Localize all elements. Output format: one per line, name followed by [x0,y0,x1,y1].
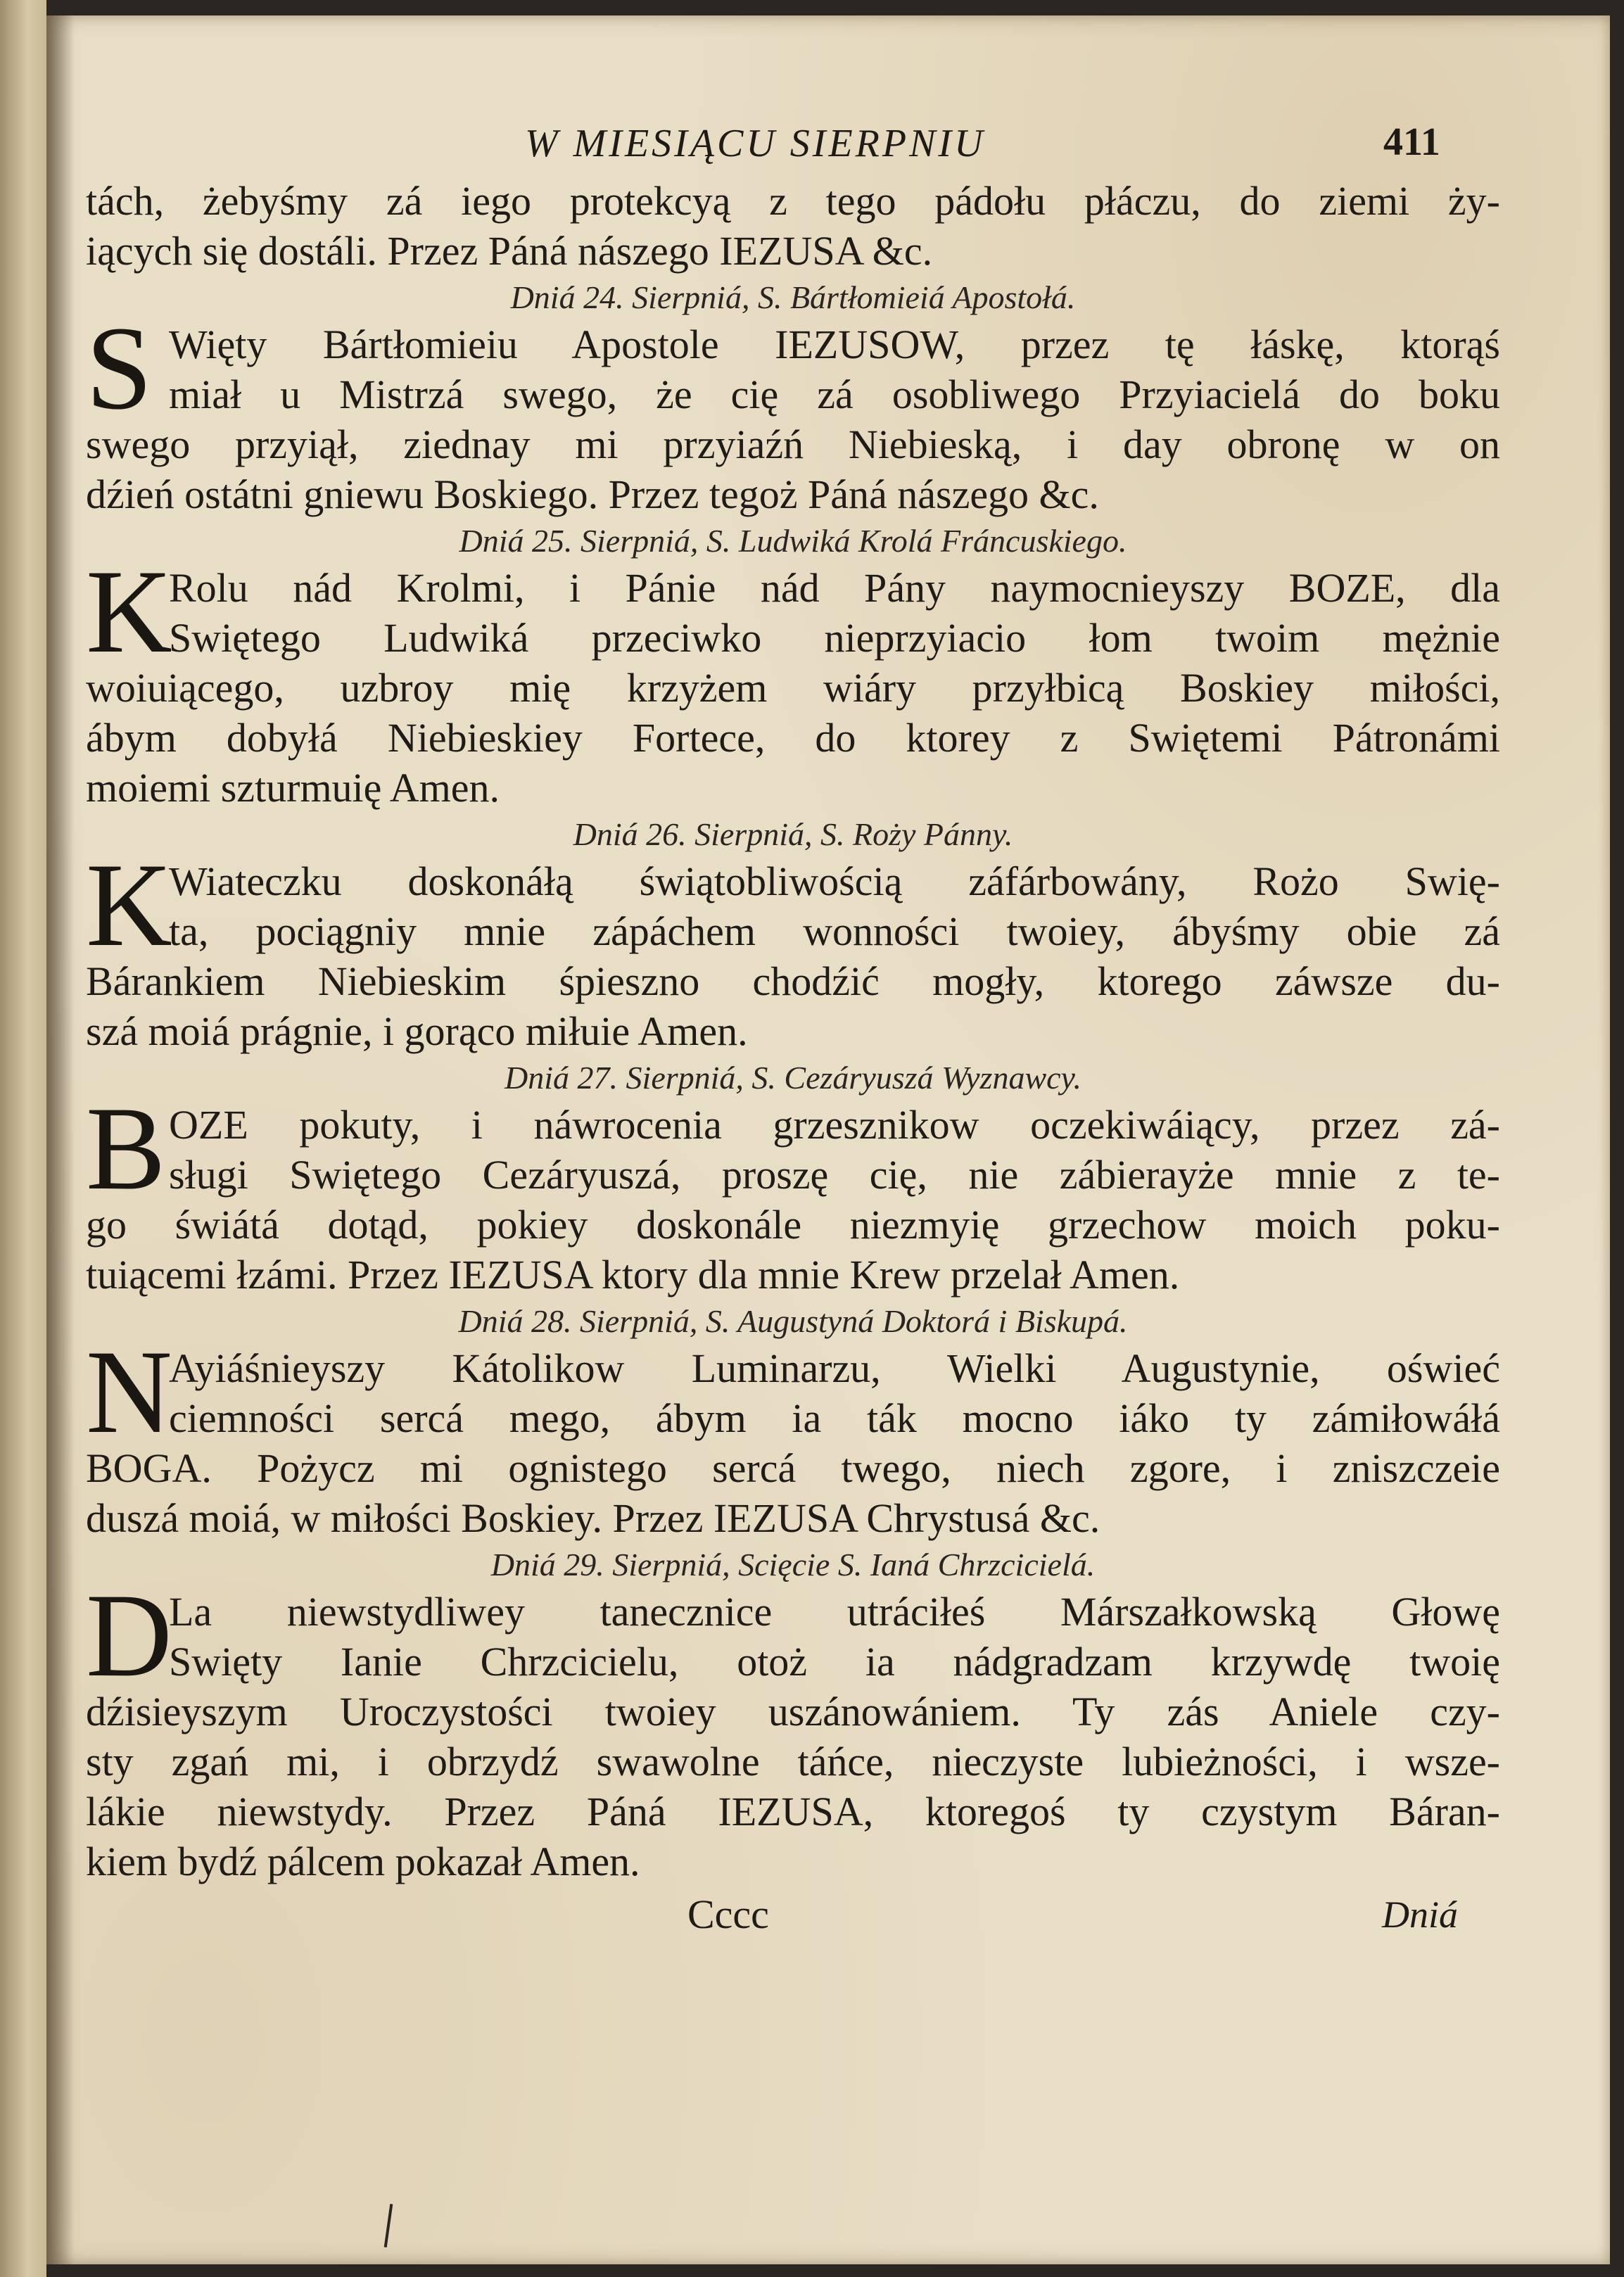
text-line: Bárankiem Niebieskim śpiesznо chodźić mogły, ktorego záwsze du- [86,958,1500,1004]
text-line: duszá moiá, w miłości Boskiey. Przez IEZUSA Chrystusá &c. [86,1495,1100,1541]
text-line: swego przyiął, ziednay mi przyiaźń Niebieską, i day obronę w on [86,421,1500,467]
page-gutter-shadow [46,15,75,2264]
text-line: BOGA. Pożycz mi ognistego sercá twego, niech zgore, i zniszczeie [86,1445,1500,1491]
section-heading: Dniá 25. Sierpniá, S. Ludwiká Krolá Fráncuskiego. [459,523,1127,559]
text-line: tuiącemi łzámi. Przez IEZUSA ktory dla mnie Krew przelał Amen. [86,1252,1180,1298]
drop-initial: K [86,839,172,971]
prayer-paragraph [86,1326,1500,1543]
text-line: OZE pokuty, i náwrocenia grzesznikow oczekiwáiący, przez zá- [169,1102,1500,1148]
page-footer [86,1886,1500,1943]
text-line: kiem bydź pálcem pokazał Amen. [86,1839,640,1884]
text-line: miał u Mistrzá swego, że cię zá osobliwego Przyiacielá do boku [169,372,1500,417]
text-line: sługi Swiętego Cezáryuszá, proszę cię, nie zábierayże mnie z te- [169,1152,1500,1198]
text-line: ábym dobyłá Niebieskiey Fortece, do ktorey z Swiętemi Pátronámi [86,715,1500,761]
facing-page-edge [0,0,46,2277]
drop-initial: N [86,1326,172,1458]
text-line: lákie niewstydy. Przez Páná IEZUSA, ktoregoś ty czystym Báran- [86,1789,1500,1834]
text-line: ta, pociągniy mnie zápáchem wonności twoiey, ábyśmy obie zá [169,908,1500,954]
drop-initial: K [86,545,172,678]
drop-initial: D [86,1569,172,1701]
text-line: Wiateczku doskonáłą świątobliwością záfárbowány, Rożo Swię- [169,858,1500,904]
text-line: tách, żebyśmy zá iego protekcyą z tego pádołu płáczu, do ziemi ży- [86,178,1500,224]
prayer-paragraph [86,1569,1500,1886]
text-line: szá moiá prágnie, i gorąco miłuie Amen. [86,1008,748,1054]
section-heading: Dniá 29. Sierpniá, Scięcie S. Ianá Chrzcicielá. [490,1547,1096,1583]
section-heading: Dniá 28. Sierpniá, S. Augustyná Doktorá i Biskupá. [458,1303,1128,1339]
text-line: Ayiáśnieyszy Kátolikow Luminarzu, Wielki Augustynie, oświeć [169,1345,1500,1391]
text-line: Rolu nád Krolmi, i Pánie nád Pány naymocnieyszy BOZE, dla [169,565,1500,611]
text-line: woiuiącego, uzbroy mię krzyżem wiáry przyłbicą Boskiey miłości, [86,665,1500,711]
text-line: iących się dostáli. Przez Páná nászego IEZUSA &c. [86,228,933,274]
signature-mark: Cccc [687,1891,769,1937]
text-line: Swiętego Ludwiká przeciwko nieprzyiacio łom twoim mężnie [169,615,1500,661]
text-line: go świátá dotąd, pokiey doskonále niezmyię grzechow moich poku- [86,1202,1500,1248]
text-line: Swięty Ianie Chrzcicielu, otoż ia nádgradzam krzywdę twoię [169,1639,1500,1685]
text-line: sty zgań mi, i obrzydź swawolne táńce, nieczyste lubieżności, i wsze- [86,1739,1500,1784]
running-head-title: W MIESIĄCU SIERPNIU [525,122,986,165]
prayer-paragraph [86,1082,1500,1300]
text-line: moiemi szturmuię Amen. [86,765,500,811]
section-heading: Dniá 27. Sierpniá, S. Cezáryuszá Wyznawcy. [505,1060,1081,1096]
drop-initial: S [86,302,153,434]
prayer-paragraph [86,839,1500,1056]
text-line: ciemności sercá mego, ábym ia ták mocno iáko ty zámiłowáłá [169,1395,1500,1441]
prayer-paragraph [86,545,1500,813]
catchword: Dniá [1382,1894,1458,1936]
section-heading: Dniá 26. Sierpniá, S. Roży Pánny. [573,816,1013,852]
text-line: Więty Bártłomieiu Apostole IEZUSOW, przez tę łáskę, ktorąś [169,322,1500,367]
drop-initial: B [86,1082,166,1214]
ink-mark [384,2204,393,2247]
section-heading: Dniá 24. Sierpniá, S. Bártłomieiá Apostołá. [510,279,1076,315]
text-line: La niewstydliwey tanecznice utráciłeś Márszałkowską Głowę [169,1589,1500,1635]
page-number: 411 [1383,120,1440,164]
text-line: dźisieyszym Uroczystości twoiey uszánowániem. Ty zás Aniele czy- [86,1689,1500,1734]
prayer-paragraph [86,302,1500,519]
running-head [46,121,1610,170]
book-page [46,15,1610,2264]
text-line: dźień ostátni gniewu Boskiego. Przez tegoż Páná nászego &c. [86,471,1099,517]
page-text [86,176,1500,1943]
